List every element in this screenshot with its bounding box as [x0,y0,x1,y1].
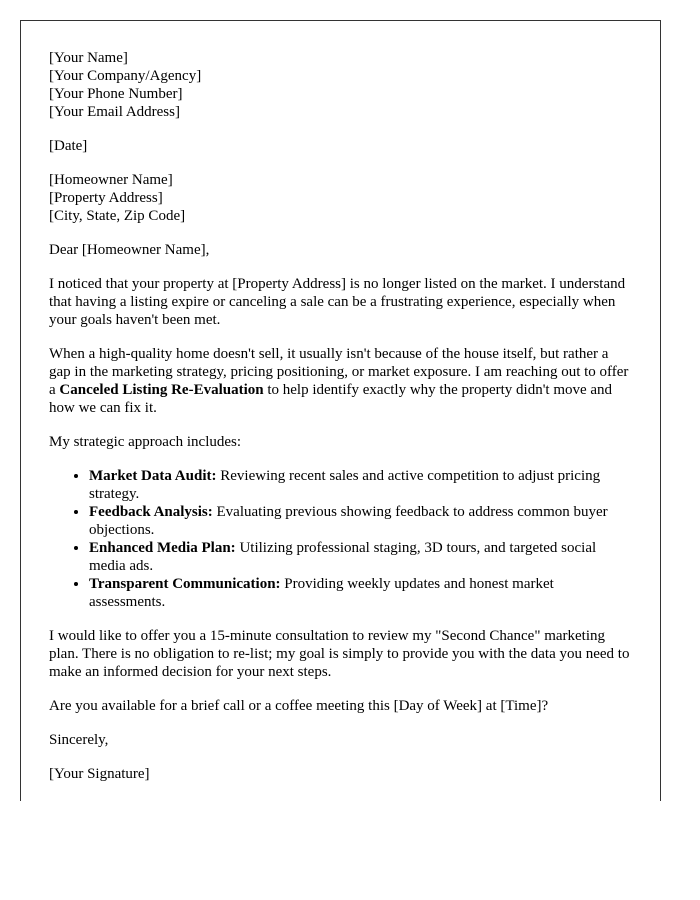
offer-text-before: When a high-quality home doesn't sell, it usually isn't because of the house itself, but rather a gap in the marketing strategy, pricing positioning, or market exposure. I am reaching out to offer a [49,346,629,398]
list-item-text: Utilizing professional staging, 3D tours, and targeted social media ads. [89,540,597,574]
sender-block [49,49,632,121]
offer-text-after: to help identify exactly why the property didn't move and how we can fix it. [49,382,613,416]
list-item [89,539,632,575]
paragraph-intro: I noticed that your property at [Property Address] is no longer listed on the market. I understand that having a listing expire or canceling a sale can be a frustrating experience, especially when your goals haven't been met. [49,276,626,328]
closing: Sincerely, [49,732,109,748]
list-item [89,467,632,503]
list-item [89,575,632,611]
recipient-name: [Homeowner Name] [49,172,173,188]
list-item-title: Feedback Analysis: [89,504,213,520]
list-item-title: Transparent Communication: [89,576,281,592]
sender-email: [Your Email Address] [49,104,180,120]
approach-intro: My strategic approach includes: [49,434,242,450]
recipient-address: [Property Address] [49,190,163,206]
recipient-block [49,171,632,225]
approach-list [49,467,632,611]
sender-name: [Your Name] [49,50,128,66]
list-item-text: Reviewing recent sales and active competition to adjust pricing strategy. [89,468,601,502]
salutation: Dear [Homeowner Name], [49,242,210,258]
list-item [89,503,632,539]
recipient-city: [City, State, Zip Code] [49,208,186,224]
paragraph-offer [49,345,632,417]
sender-company: [Your Company/Agency] [49,68,202,84]
list-item-title: Enhanced Media Plan: [89,540,236,556]
sender-phone: [Your Phone Number] [49,86,183,102]
paragraph-consultation: I would like to offer you a 15-minute consultation to review my "Second Chance" marketing plan. There is no obligation to re-list; my goal is simply to provide you with the data you need to make an informed decision for your next steps. [49,628,630,680]
paragraph-question: Are you available for a brief call or a coffee meeting this [Day of Week] at [Time]? [49,698,549,714]
signature: [Your Signature] [49,766,150,782]
list-item-text: Providing weekly updates and honest market assessments. [89,576,554,610]
list-item-text: Evaluating previous showing feedback to address common buyer objections. [89,504,608,538]
offer-highlight: Canceled Listing Re-Evaluation [59,382,264,398]
letter-page [20,20,661,801]
letter-date: [Date] [49,138,88,154]
list-item-title: Market Data Audit: [89,468,217,484]
